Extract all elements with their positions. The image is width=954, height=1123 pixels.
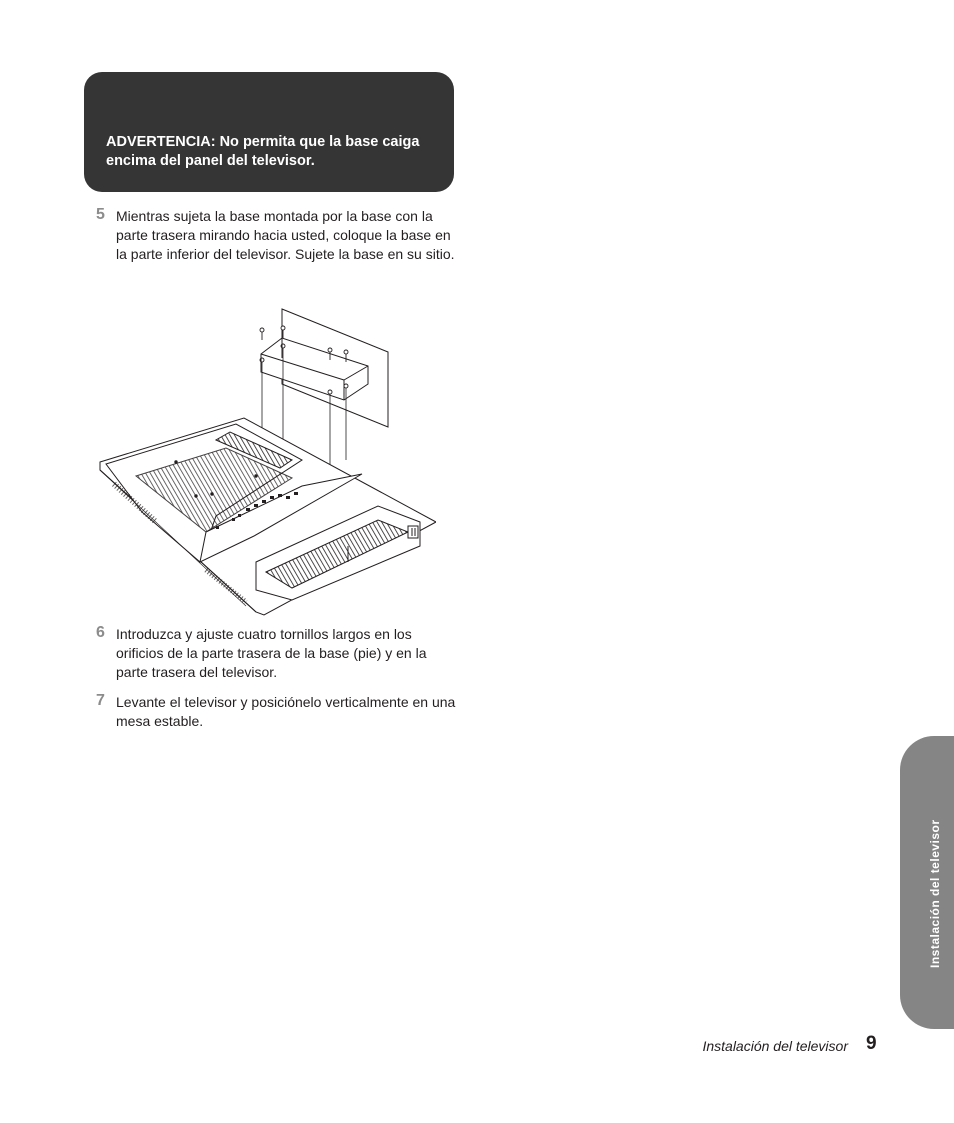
step-number: 6	[96, 624, 105, 641]
step-text: Levante el televisor y posiciónelo verticalmente en una mesa estable.	[116, 694, 456, 729]
chapter-side-tab-label: Instalación del televisor	[928, 819, 942, 968]
warning-callout	[84, 72, 454, 192]
footer-section-title: Instalación del televisor	[702, 1038, 848, 1054]
step-text: Mientras sujeta la base montada por la base con la parte trasera mirando hacia usted, coloque la base en la parte inferior del televisor. Sujete la base en su sitio.	[116, 208, 455, 262]
warning-text: ADVERTENCIA: No permita que la base caiga encima del panel del televisor.	[106, 134, 420, 169]
step-number: 5	[96, 206, 105, 223]
step-text: Introduzca y ajuste cuatro tornillos largos en los orificios de la parte trasera de la base (pie) y en la parte trasera del televisor.	[116, 626, 427, 680]
step-number: 7	[96, 692, 105, 709]
page-number: 9	[866, 1033, 877, 1054]
tv-stand-illustration	[96, 300, 436, 618]
chapter-side-tab	[900, 736, 954, 1029]
